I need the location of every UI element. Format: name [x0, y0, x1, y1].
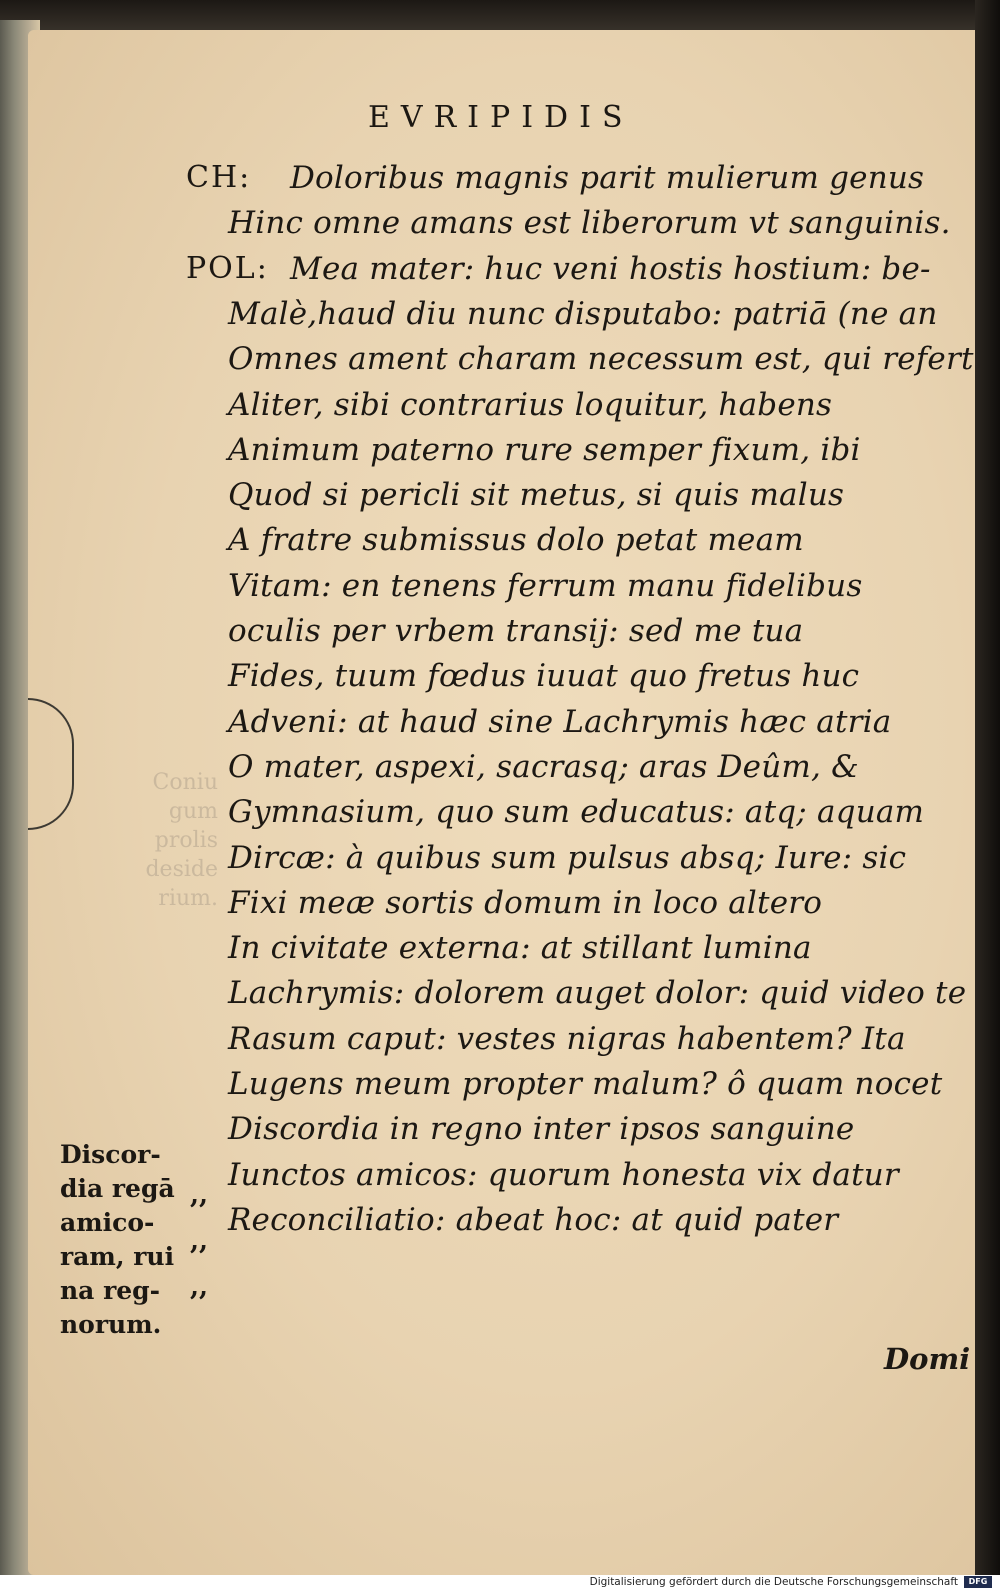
footer-credit: Digitalisierung gefördert durch die Deutsche Forschungsgemeinschaft [589, 1576, 958, 1588]
speaker-label: CH: [186, 160, 252, 195]
show-through-note-line: rium. [158, 886, 218, 911]
verse-line: Lachrymis: dolorem auget dolor: quid video te [228, 975, 967, 1012]
book-page [28, 30, 980, 1575]
dfg-logo-icon: DFG [964, 1576, 992, 1588]
verse-line: Hinc omne amans est liberorum vt sanguinis. [228, 205, 951, 242]
verse-line: Adveni: at haud sine Lachrymis hæc atria [228, 703, 892, 740]
verse-line: Omnes ament charam necessum est, qui refert [228, 341, 974, 378]
verse-line: Discordia in regno inter ipsos sanguine [228, 1111, 855, 1148]
quotation-mark: ,, [190, 1226, 209, 1256]
marginal-note-line: norum. [60, 1310, 162, 1339]
verse-line: Rasum caput: vestes nigras habentem? Ita [228, 1020, 906, 1057]
verse-line: Aliter, sibi contrarius loquitur, habens [228, 386, 833, 423]
verse-line: Gymnasium, quo sum educatus: atq; aquam [228, 794, 925, 831]
binding-clip [28, 698, 74, 830]
marginal-note-line: amico- [60, 1208, 155, 1237]
verse-line: O mater, aspexi, sacrasq; aras Deûm, & [228, 748, 859, 785]
verse-line: A fratre submissus dolo petat meam [228, 522, 804, 559]
verse-line: Reconciliatio: abeat hoc: at quid pater [228, 1201, 839, 1238]
show-through-note-line: prolis [154, 828, 218, 853]
verse-line: Mea mater: huc veni hostis hostium: be- [290, 250, 931, 287]
marginal-note-line: na reg- [60, 1276, 161, 1305]
footer-bar [0, 1575, 1000, 1589]
verse-line: Malè,haud diu nunc disputabo: patriā (ne an [228, 295, 938, 332]
quotation-mark: ,, [190, 1272, 209, 1302]
verse-line: Fixi meæ sortis domum in loco altero [228, 884, 823, 921]
verse-line: Dircæ: à quibus sum pulsus absq; Iure: sic [228, 839, 907, 876]
quotation-mark: ,, [190, 1180, 209, 1210]
verse-line: Iunctos amicos: quorum honesta vix datur [228, 1156, 899, 1193]
show-through-note-line: gum [168, 799, 218, 824]
verse-line: Quod si pericli sit metus, si quis malus [228, 477, 845, 514]
verse-line: Lugens meum propter malum? ô quam nocet [228, 1066, 943, 1102]
marginal-note-line: dia regā [60, 1174, 175, 1203]
verse-line: Doloribus magnis parit mulierum genus [290, 160, 925, 196]
verse-line: In civitate externa: at stillant lumina [228, 930, 812, 967]
scan-background-top [0, 0, 1000, 34]
marginal-note-line: ram, rui [60, 1242, 175, 1271]
verse-line: Vitam: en tenens ferrum manu fidelibus [228, 567, 863, 604]
show-through-note-line: deside [145, 857, 218, 882]
marginal-note [60, 1138, 210, 1342]
speaker-label: POL: [186, 250, 269, 286]
show-through-note-line: Coniu [152, 770, 218, 795]
verse-line: Fides, tuum fœdus iuuat quo fretus huc [228, 658, 860, 695]
verse-line: Animum paterno rure semper fixum, ibi [228, 431, 861, 468]
show-through-marginal-note [98, 768, 218, 913]
verse-line: oculis per vrbem transij: sed me tua [228, 613, 804, 649]
running-head: EVRIPIDIS [368, 100, 634, 135]
catchword: Domi [884, 1342, 971, 1376]
scan-background-right [975, 0, 1000, 1575]
marginal-note-line: Discor- [60, 1140, 161, 1169]
